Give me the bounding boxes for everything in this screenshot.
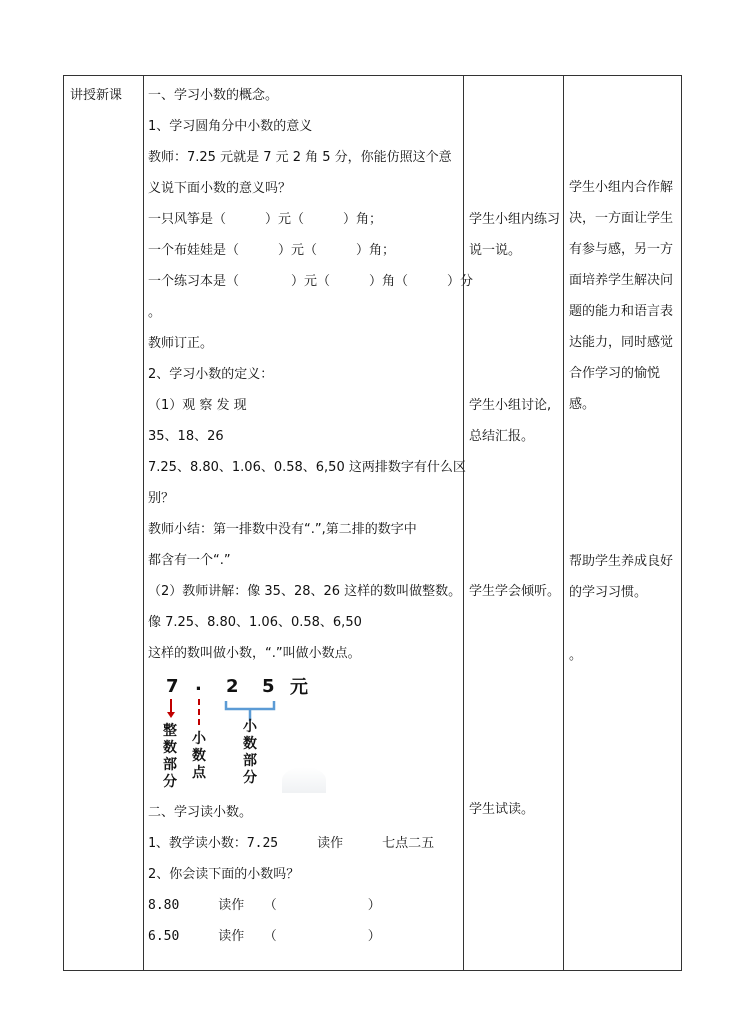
student-activity-1 bbox=[469, 204, 561, 266]
design-intent-text: 帮助学生养成良好的学习习惯。 bbox=[569, 554, 674, 600]
label-char: 整 bbox=[163, 723, 177, 739]
integer-part-label bbox=[162, 723, 178, 791]
reading-example: 1、教学读小数：7.25 读作 七点二五 bbox=[148, 836, 435, 851]
label-char: 小 bbox=[243, 719, 257, 735]
notebook-exercise-end: 。 bbox=[148, 305, 162, 320]
design-intent-3 bbox=[569, 640, 677, 671]
digit-seven: 7 bbox=[166, 676, 179, 697]
design-intent-1 bbox=[569, 172, 677, 420]
digit-two: 2 bbox=[226, 676, 239, 697]
label-char: 点 bbox=[192, 765, 206, 781]
category-cell bbox=[70, 80, 140, 111]
decimal-question-line2: 别？ bbox=[148, 491, 175, 506]
yuan-unit: 元 bbox=[290, 677, 308, 698]
decimal-point-dashed-line bbox=[198, 699, 200, 725]
teacher-explain: （2）教师讲解：像 35、28、26 这样的数叫做整数。 bbox=[148, 584, 462, 599]
category-label: 讲授新课 bbox=[70, 88, 123, 103]
label-char: 数 bbox=[163, 740, 177, 756]
decorative-shading bbox=[282, 767, 326, 793]
student-activity-text: 学生小组讨论,总结汇报。 bbox=[469, 398, 552, 444]
decimal-definition: 这样的数叫做小数，“.”叫做小数点。 bbox=[148, 646, 361, 661]
decimal-point-label bbox=[191, 731, 207, 782]
design-intent-text: 学生小组内合作解决，一方面让学生有参与感，另一方面培养学生解决问题的能力和语言表达能力，同时感觉合作学习的愉悦感。 bbox=[569, 180, 674, 412]
label-char: 部 bbox=[163, 757, 177, 773]
integer-list: 35、18、26 bbox=[148, 429, 224, 444]
label-char: 小 bbox=[192, 731, 206, 747]
student-activity-text: 学生试读。 bbox=[469, 802, 535, 817]
design-intent-2 bbox=[569, 546, 677, 608]
teacher-summary-line2: 都含有一个“.” bbox=[148, 553, 231, 568]
digit-five: 5 bbox=[262, 676, 275, 697]
decimal-question-line1: 7.25、8.80、1.06、0.58、6,50 这两排数字有什么区 bbox=[148, 460, 466, 475]
teacher-question-line2: 义说下面小数的意义吗？ bbox=[148, 181, 292, 196]
lesson-table bbox=[63, 75, 682, 971]
student-activity-4 bbox=[469, 794, 561, 825]
notebook-exercise: 一个练习本是（ ）元（ ）角（ ）分 bbox=[148, 274, 474, 289]
subsection-heading: 1、学习圆角分中小数的意义 bbox=[148, 119, 313, 134]
column-divider bbox=[143, 76, 144, 970]
label-char: 数 bbox=[243, 736, 257, 752]
section-heading-concept: 一、学习小数的概念。 bbox=[148, 88, 279, 103]
section-heading-reading: 二、学习读小数。 bbox=[148, 805, 253, 820]
student-activity-2 bbox=[469, 390, 561, 452]
kite-exercise: 一只风筝是（ ）元（ ）角； bbox=[148, 212, 383, 227]
teacher-correct: 教师订正。 bbox=[148, 336, 214, 351]
teacher-question-line1: 教师：7.25 元就是 7 元 2 角 5 分，你能仿照这个意 bbox=[148, 150, 452, 165]
decimal-part-label bbox=[242, 719, 258, 787]
label-char: 分 bbox=[243, 770, 257, 786]
label-char: 部 bbox=[243, 753, 257, 769]
doll-exercise: 一个布娃娃是（ ）元（ ）角； bbox=[148, 243, 396, 258]
reading-question: 2、你会读下面的小数吗？ bbox=[148, 867, 300, 882]
reading-exercise-2: 6.50 读作 （ ） bbox=[148, 929, 381, 944]
design-intent-text: 。 bbox=[569, 648, 583, 663]
teacher-summary-line1: 教师小结：第一排数中没有“.”,第二排的数字中 bbox=[148, 522, 417, 537]
decimal-examples: 像 7.25、8.80、1.06、0.58、6,50 bbox=[148, 615, 362, 630]
reading-exercise-1: 8.80 读作 （ ） bbox=[148, 898, 381, 913]
student-activity-3 bbox=[469, 576, 561, 607]
student-activity-text: 学生学会倾听。 bbox=[469, 584, 561, 599]
student-activity-text: 学生小组内练习说一说。 bbox=[469, 212, 561, 258]
integer-arrow bbox=[170, 699, 172, 713]
column-divider bbox=[563, 76, 564, 970]
decimal-point: . bbox=[195, 674, 202, 695]
label-char: 分 bbox=[163, 774, 177, 790]
arrow-head-icon bbox=[167, 712, 175, 718]
subsection-heading: 2、学习小数的定义： bbox=[148, 367, 274, 382]
decimal-parts-diagram bbox=[162, 675, 332, 793]
label-char: 数 bbox=[192, 748, 206, 764]
teaching-content-cell bbox=[148, 80, 474, 952]
observe-heading: （1）观 察 发 现 bbox=[148, 398, 247, 413]
